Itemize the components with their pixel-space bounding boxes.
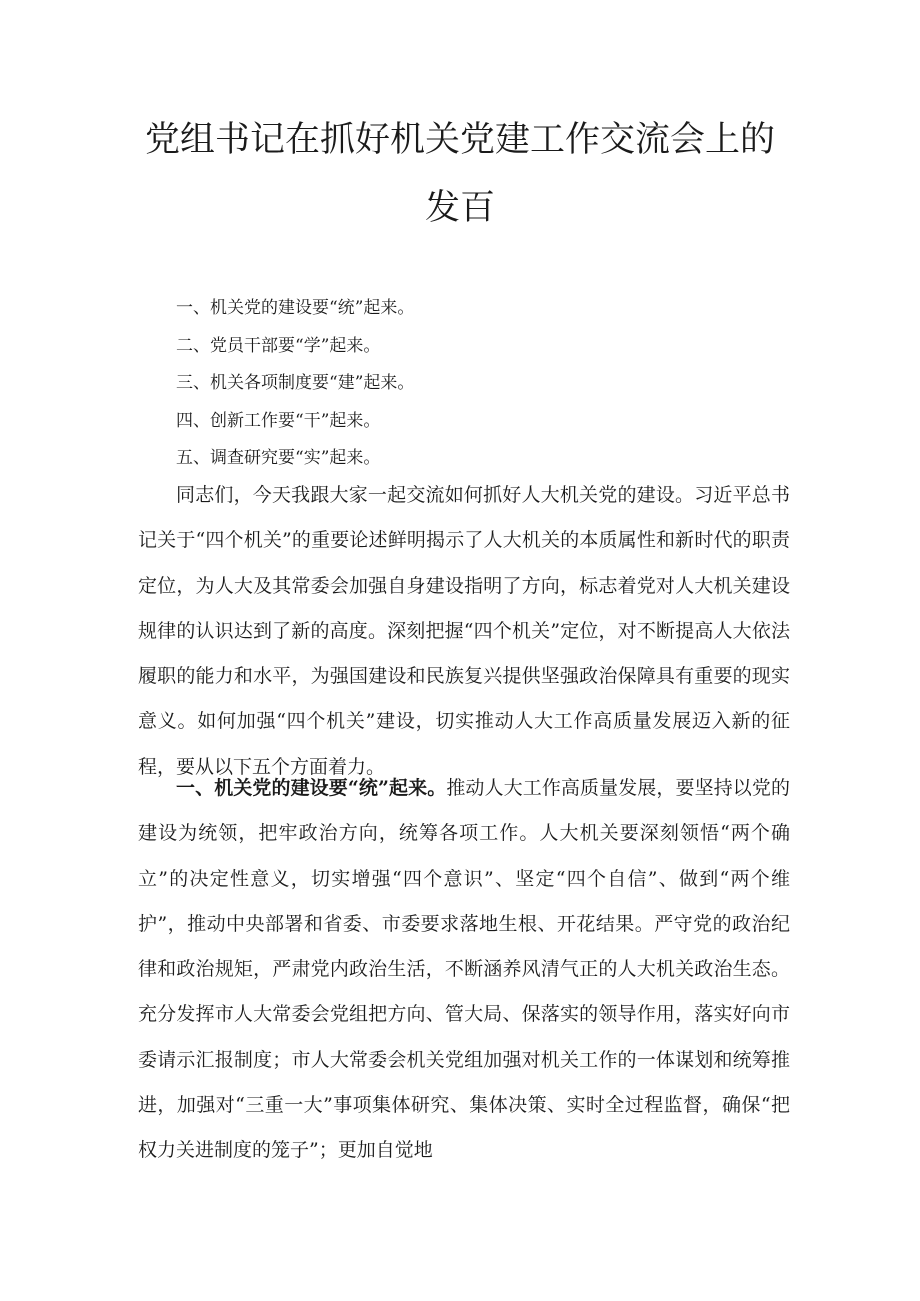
outline-item: 四、创新工作要“干”起来。	[176, 410, 381, 431]
section-1-heading: 一、机关党的建设要“统”起来。	[176, 777, 447, 799]
outline-item: 二、党员干部要“学”起来。	[176, 335, 381, 356]
outline-item: 一、机关党的建设要“统”起来。	[176, 298, 415, 318]
section-1-body: 推动人大工作高质量发展，要坚持以党的建设为统领，把牢政治方向，统筹各项工作。人大机关要深刻领悟“两个确立”的决定性意义，切实增强“四个意识”、坚定“四个自信”、做到“两个维护”，推动中央部署和省委、市委要求落地生根、开花结果。严守党的政治纪律和政治规矩，严肃党内政治生活，不断涵养风清气正的人大机关政治生态。充分发挥市人大常委会党组把方向、管大局、保落实的领导作用，落实好向市委请示汇报制度；市人大常委会机关党组加强对机关工作的一体谋划和统筹推进，加强对“三重一大”事项集体研究、集体决策、实时全过程监督，确保“把权力关进制度的笼子”；更加自觉地	[138, 777, 790, 1162]
document-title-line-2: 发百	[424, 188, 495, 228]
section-1-paragraph	[138, 766, 790, 1174]
outline-item: 三、机关各项制度要“建”起来。	[176, 373, 415, 393]
outline-list	[176, 290, 414, 478]
document-title-line-1: 党组书记在抓好机关党建工作交流会上的	[144, 120, 775, 160]
outline-item: 五、调查研究要“实”起来。	[176, 448, 381, 468]
intro-paragraph: 同志们，今天我跟大家一起交流如何抓好人大机关党的建设。习近平总书记关于“四个机关”的重要论述鲜明揭示了人大机关的本质属性和新时代的职责定位，为人大及其常委会加强自身建设指明了方向，标志着党对人大机关建设规律的认识达到了新的高度。深刻把握“四个机关”定位，对不断提高人大依法履职的能力和水平，为强国建设和民族复兴提供坚强政治保障具有重要的现实意义。如何加强“四个机关”建设，切实推动人大工作高质量发展迈入新的征程，要从以下五个方面着力。	[138, 484, 790, 778]
